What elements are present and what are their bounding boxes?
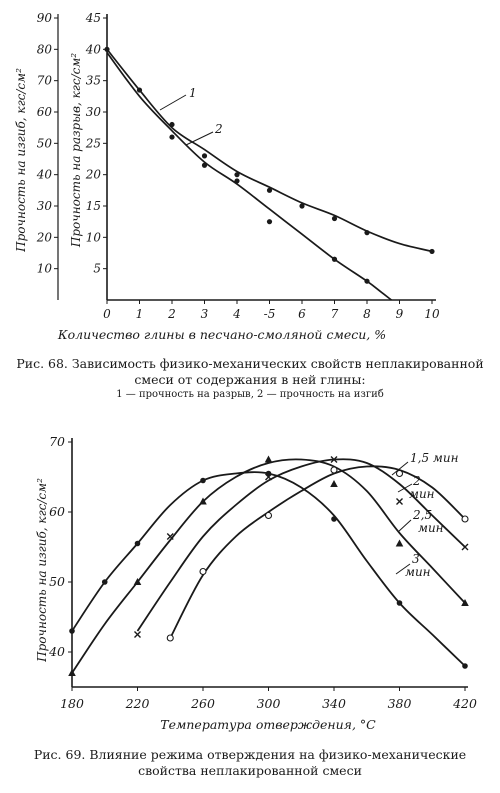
y-left-tick-label: 40 <box>36 167 52 182</box>
y-tick-label: 60 <box>49 504 65 519</box>
marker-dot <box>462 663 468 669</box>
leader-line-2-5 <box>398 520 411 532</box>
marker-dot <box>331 516 337 522</box>
marker-triangle <box>265 456 273 463</box>
marker-dot <box>397 600 403 606</box>
curve-label-1-5-min: 1,5 мин <box>410 451 459 465</box>
x-tick-label: 0 <box>103 307 111 321</box>
y-right-tick-label: 45 <box>85 11 101 25</box>
y-tick-label: 70 <box>49 434 65 449</box>
marker-triangle <box>330 480 338 487</box>
y-left-tick-label: 20 <box>36 230 52 245</box>
marker-dot <box>266 471 272 477</box>
marker-circle <box>462 516 468 522</box>
data-point <box>364 230 369 235</box>
data-point <box>299 203 304 208</box>
x-tick-label: 7 <box>330 307 339 321</box>
marker-cross <box>135 632 141 638</box>
x-tick-label: 6 <box>298 307 306 321</box>
y-left-tick-label: 90 <box>36 11 52 25</box>
y-right-tick-label: 25 <box>85 136 101 151</box>
x-tick-label: 2 <box>168 307 176 321</box>
x-tick-label: 420 <box>453 696 477 711</box>
marker-dot <box>200 478 206 484</box>
data-point <box>332 257 337 262</box>
x-tick-label: 220 <box>125 696 150 711</box>
x-axis-title: Температура отверждения, °С <box>160 717 376 732</box>
marker-triangle <box>396 540 404 547</box>
curve-label-2-5: 2,5 <box>413 508 433 522</box>
x-tick-label: 260 <box>191 696 215 711</box>
y-left-tick-label: 30 <box>36 199 52 213</box>
data-point <box>429 249 434 254</box>
data-point <box>234 178 239 183</box>
data-point <box>202 163 207 168</box>
data-point <box>267 219 272 224</box>
data-point <box>267 188 272 193</box>
x-tick-label: 340 <box>322 696 346 711</box>
caption-fig-68 <box>14 356 486 402</box>
marker-circle <box>167 635 173 641</box>
y-axis-title: Прочность на изгиб, кгс/см² <box>35 478 49 662</box>
marker-dot <box>135 541 141 547</box>
y-right-tick-label: 30 <box>85 105 101 119</box>
caption-fig-68-legend: 1 — прочность на разрыв, 2 — прочность на изгиб <box>116 389 384 400</box>
x-tick-label: 180 <box>60 696 84 711</box>
y-left-tick-label: 60 <box>36 105 52 119</box>
y-axis-title-left: Прочность на изгиб, кгс/см² <box>14 68 28 252</box>
leader-line-2 <box>186 132 213 145</box>
curve-label-1: 1 <box>189 86 197 100</box>
marker-circle <box>397 471 403 477</box>
series-group <box>107 49 432 306</box>
y-right-tick-label: 40 <box>85 42 101 57</box>
x-tick-label: 300 <box>256 696 281 711</box>
curve-label-2: 2 <box>413 474 421 488</box>
marker-cross <box>462 544 468 550</box>
data-point <box>202 153 207 158</box>
y-left-tick-label: 70 <box>36 73 52 88</box>
caption-fig-69 <box>14 747 486 779</box>
curve-label-2-5-min: мин <box>418 521 444 535</box>
x-tick-label: -5 <box>263 307 276 321</box>
x-tick-label: 9 <box>395 307 404 321</box>
y-tick-label: 40 <box>49 644 65 659</box>
x-tick-label: 380 <box>387 696 412 711</box>
y-left-tick-label: 50 <box>36 136 52 151</box>
y-right-tick-label: 20 <box>85 167 101 182</box>
y-right-tick-label: 10 <box>85 230 101 245</box>
data-point <box>137 87 142 92</box>
marker-circle <box>331 467 337 473</box>
data-point <box>332 216 337 221</box>
leader-line-1 <box>160 95 186 110</box>
caption-fig-69-text: Рис. 69. Влияние режима отверждения на физико-механические свойства неплакированной смеси <box>33 747 467 778</box>
chart-fig-69 <box>0 422 500 747</box>
marker-cross <box>397 499 403 505</box>
curve-label-3: 3 <box>412 552 420 566</box>
curve-label-2-min: мин <box>409 487 435 501</box>
y-left-tick-label: 80 <box>36 42 52 57</box>
chart-fig-68 <box>0 0 500 356</box>
x-axis-title: Количество глины в песчано-смоляной смеси, % <box>57 327 387 342</box>
y-right-tick-label: 15 <box>85 199 101 213</box>
x-tick-label: 3 <box>200 307 209 321</box>
y-tick-label: 50 <box>49 574 65 589</box>
marker-dot <box>102 579 108 585</box>
marker-dot <box>69 628 75 634</box>
data-point <box>364 279 369 284</box>
caption-fig-68-text: Рис. 68. Зависимость физико-механических свойств неплакированной смеси от содержания в ней глины: <box>16 356 484 387</box>
data-point <box>104 47 109 52</box>
data-point <box>234 172 239 177</box>
x-tick-label: 8 <box>363 307 371 321</box>
data-point <box>169 122 174 127</box>
y-axis-title-right: Прочность на разрыв, кгс/см² <box>69 52 83 248</box>
y-right-tick-label: 35 <box>85 73 101 88</box>
marker-circle <box>266 513 272 519</box>
curve-label-2: 2 <box>215 122 223 136</box>
curve-label-3-min: мин <box>405 565 431 579</box>
y-right-tick-label: 5 <box>93 261 101 276</box>
y-left-tick-label: 10 <box>36 261 52 276</box>
x-tick-label: 10 <box>424 307 440 321</box>
x-tick-label: 1 <box>135 307 144 321</box>
marker-circle <box>200 569 206 575</box>
x-tick-label: 4 <box>233 307 241 321</box>
data-point <box>169 134 174 139</box>
